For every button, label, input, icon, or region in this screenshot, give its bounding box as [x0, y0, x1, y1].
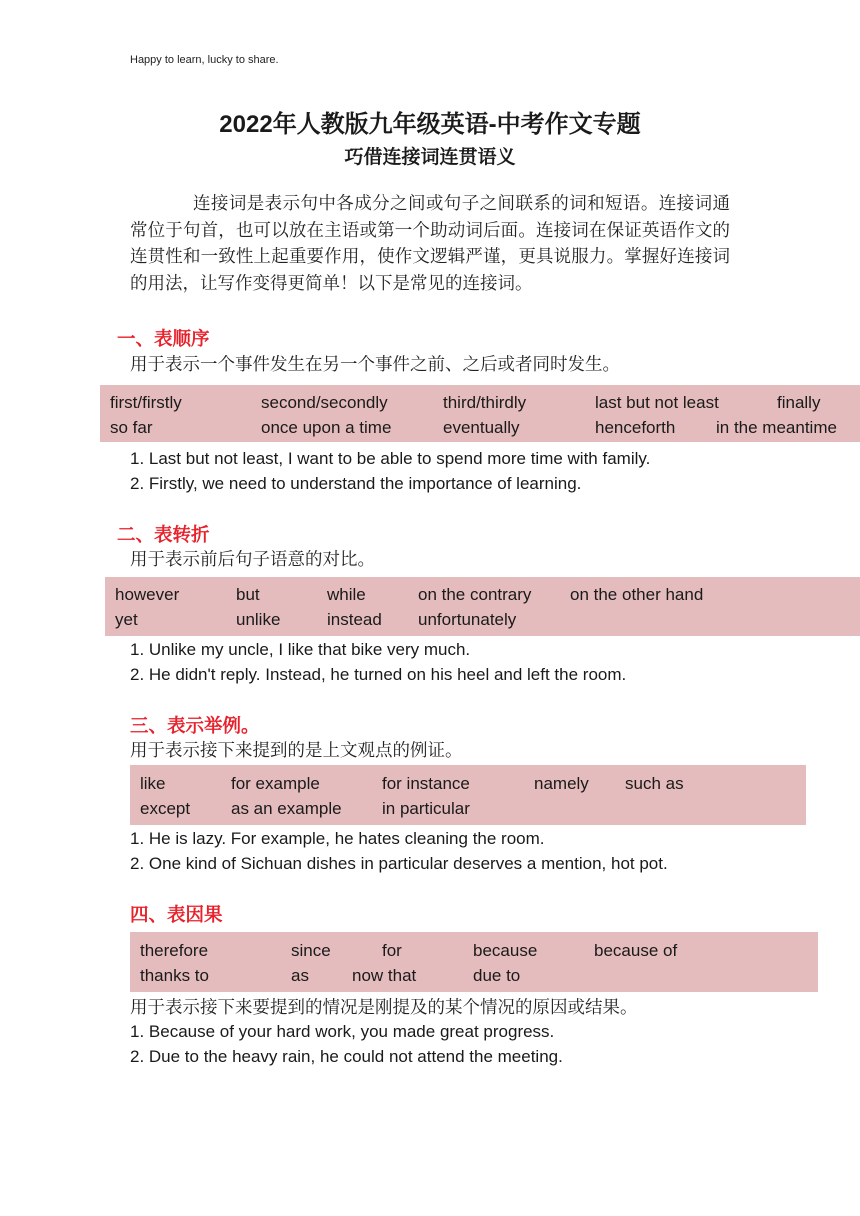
connective-word: instead: [327, 610, 382, 629]
connective-word: because: [473, 941, 538, 960]
document-subtitle: 巧借连接词连贯语义: [344, 147, 516, 168]
connective-word: thanks to: [140, 966, 209, 985]
connective-word: such as: [625, 774, 684, 793]
connective-word: once upon a time: [261, 418, 392, 437]
example-sentence: 1. Last but not least, I want to be able to spend more time with family.: [130, 449, 651, 468]
intro-paragraph: 连接词是表示句中各成分之间或句子之间联系的词和短语。连接词通常位于句首，也可以放在主语或第一个助动词后面。连接词在保证英语作文的连贯性和一致性上起重要作用，使作文逻辑严谨，更具说服力。掌握好连接词的用法，让写作变得更简单！以下是常见的连接词。: [130, 194, 730, 294]
connective-word: namely: [534, 774, 589, 793]
example-sentence: 1. Unlike my uncle, I like that bike very much.: [130, 640, 471, 659]
section-description-cause-effect: 用于表示接下来要提到的情况是刚提及的某个情况的原因或结果。: [130, 998, 638, 1018]
page-header: Happy to learn, lucky to share.: [130, 54, 279, 66]
example-sentence: 2. One kind of Sichuan dishes in particular deserves a mention, hot pot.: [130, 854, 668, 873]
connective-word: henceforth: [595, 418, 676, 437]
connective-word: since: [291, 941, 331, 960]
connective-word: so far: [110, 418, 153, 437]
connective-word: yet: [115, 610, 138, 629]
connective-word: for instance: [382, 774, 470, 793]
section-heading-sequence: 一、表顺序: [117, 329, 210, 350]
connective-word: because of: [594, 941, 678, 960]
example-sentence: 1. Because of your hard work, you made great progress.: [130, 1022, 555, 1041]
connective-word: due to: [473, 966, 521, 985]
connective-word: on the contrary: [418, 585, 532, 604]
connective-word: while: [327, 585, 366, 604]
connective-word: in the meantime: [716, 418, 837, 437]
connective-word: as an example: [231, 799, 342, 818]
connective-word: unlike: [236, 610, 281, 629]
section-heading-contrast: 二、表转折: [117, 525, 210, 546]
section-description-contrast: 用于表示前后句子语意的对比。: [130, 550, 375, 570]
connective-word: like: [140, 774, 166, 793]
connectives-table-examples: [130, 765, 806, 825]
section-heading-examples: 三、表示举例。: [130, 716, 260, 737]
connective-word: eventually: [443, 418, 520, 437]
connective-word: for: [382, 941, 402, 960]
connective-word: as: [291, 966, 309, 985]
connective-word: first/firstly: [110, 393, 182, 412]
connectives-table-sequence: [100, 385, 860, 442]
section-description-examples: 用于表示接下来提到的是上文观点的例证。: [130, 741, 463, 761]
connective-word: third/thirdly: [443, 393, 527, 412]
example-sentence: 1. He is lazy. For example, he hates cleaning the room.: [130, 829, 545, 848]
example-sentence: 2. He didn't reply. Instead, he turned on his heel and left the room.: [130, 665, 627, 684]
connective-word: however: [115, 585, 180, 604]
connective-word: on the other hand: [570, 585, 704, 604]
connectives-table-contrast: [105, 577, 860, 636]
connective-word: in particular: [382, 799, 470, 818]
connective-word: last but not least: [595, 393, 719, 412]
connective-word: finally: [777, 393, 821, 412]
connective-word: second/secondly: [261, 393, 388, 412]
example-sentence: 2. Due to the heavy rain, he could not attend the meeting.: [130, 1047, 563, 1066]
connective-word: now that: [352, 966, 417, 985]
connective-word: except: [140, 799, 191, 818]
document-title: 2022年人教版九年级英语-中考作文专题: [219, 111, 641, 138]
example-sentence: 2. Firstly, we need to understand the importance of learning.: [130, 474, 582, 493]
connective-word: but: [236, 585, 260, 604]
section-description-sequence: 用于表示一个事件发生在另一个事件之前、之后或者同时发生。: [130, 355, 620, 375]
connective-word: therefore: [140, 941, 209, 960]
connectives-table-cause-effect: [130, 932, 818, 992]
section-heading-cause-effect: 四、表因果: [130, 905, 223, 926]
connective-word: for example: [231, 774, 320, 793]
connective-word: unfortunately: [418, 610, 517, 629]
